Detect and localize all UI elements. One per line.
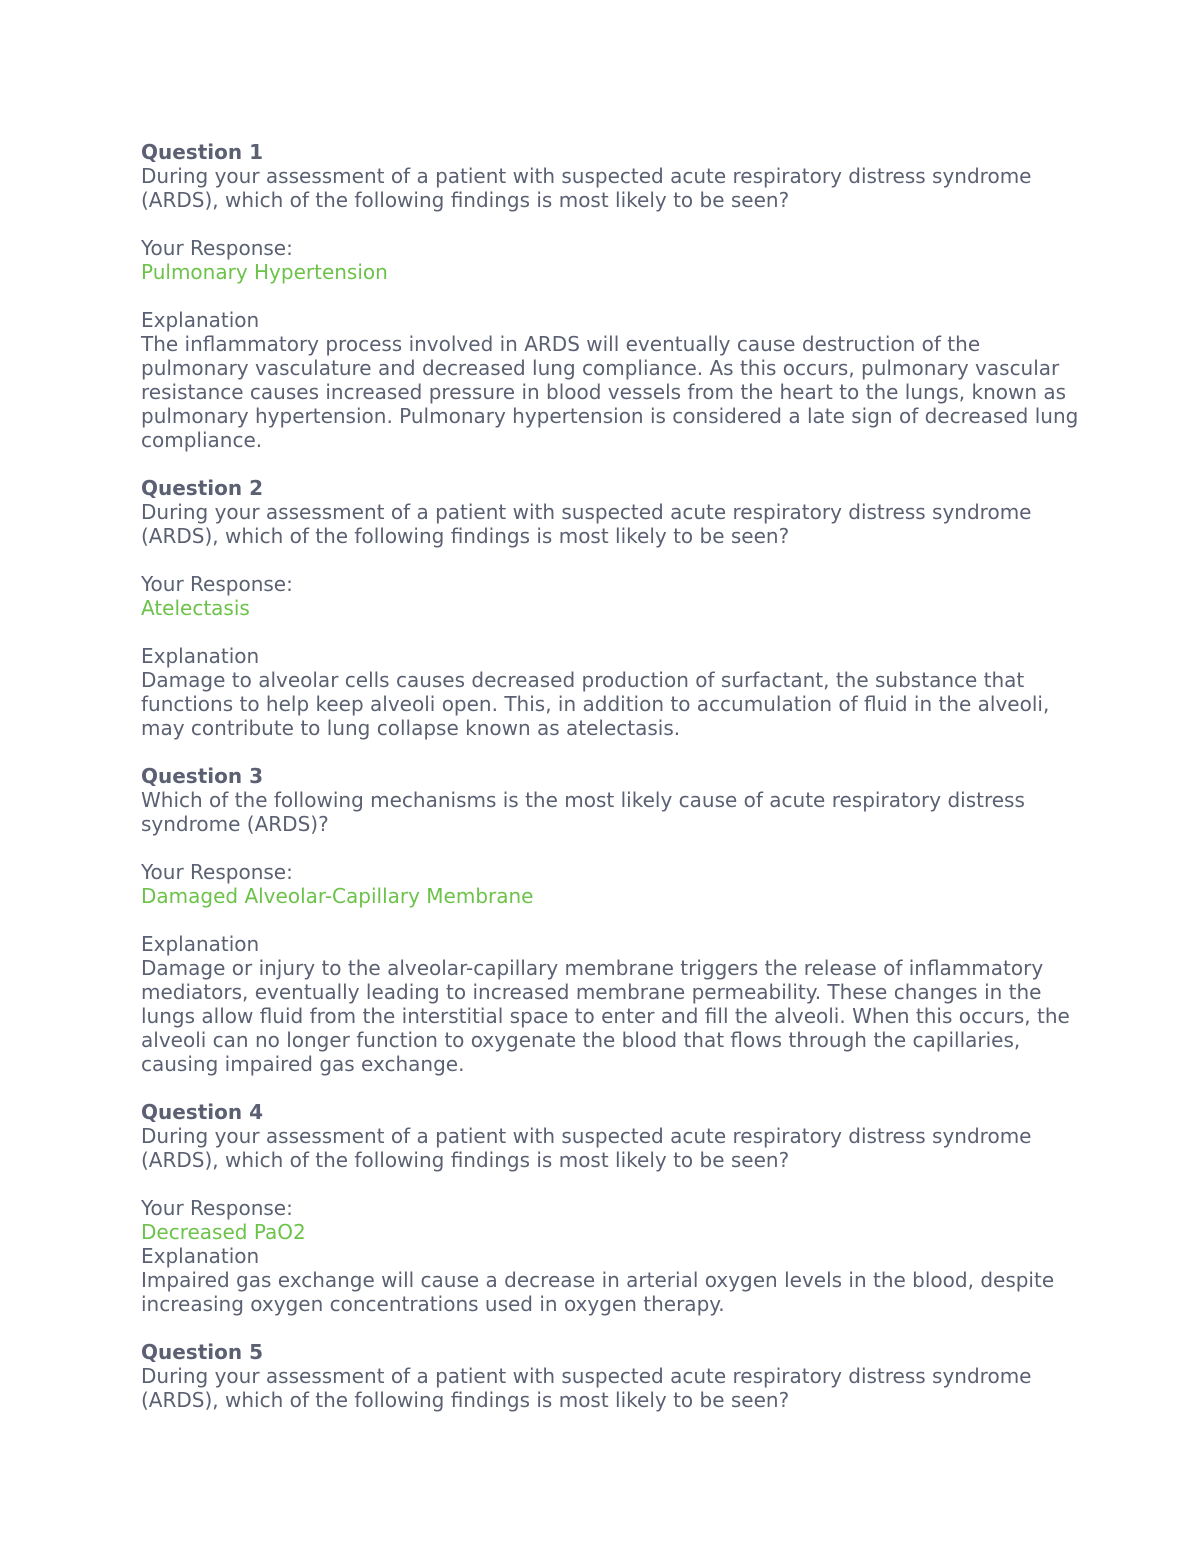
question-block-3 xyxy=(141,764,1081,1100)
question-text: During your assessment of a patient with suspected acute respiratory distress syndrome (ARDS), which of the following findings is most likely to be seen? xyxy=(141,1364,1032,1412)
explanation-label: Explanation xyxy=(141,308,260,332)
spacer xyxy=(141,548,1081,572)
spacer xyxy=(141,1172,1081,1196)
response-value: Damaged Alveolar-Capillary Membrane xyxy=(141,884,534,908)
question-block-4 xyxy=(141,1100,1081,1340)
explanation-label: Explanation xyxy=(141,932,260,956)
explanation-text: Damage to alveolar cells causes decreased production of surfactant, the substance that functions to help keep alveoli open. This, in addition to accumulation of fluid in the alveoli, may contribute to lung collapse known as atelectasis. xyxy=(141,668,1050,740)
response-label: Your Response: xyxy=(141,572,293,596)
question-block-2 xyxy=(141,476,1081,764)
response-value: Decreased PaO2 xyxy=(141,1220,306,1244)
response-value: Pulmonary Hypertension xyxy=(141,260,388,284)
spacer xyxy=(141,1076,1081,1100)
question-title: Question 4 xyxy=(141,1100,263,1124)
question-text: Which of the following mechanisms is the most likely cause of acute respiratory distress syndrome (ARDS)? xyxy=(141,788,1025,836)
explanation-label: Explanation xyxy=(141,644,260,668)
spacer xyxy=(141,212,1081,236)
document-page xyxy=(141,140,1081,1412)
explanation-text: The inflammatory process involved in ARDS will eventually cause destruction of the pulmonary vasculature and decreased lung compliance. As this occurs, pulmonary vascular resistance causes increased pressure in blood vessels from the heart to the lungs, known as pulmonary hypertension. Pulmonary hypertension is considered a late sign of decreased lung compliance. xyxy=(141,332,1079,452)
response-label: Your Response: xyxy=(141,236,293,260)
spacer xyxy=(141,452,1081,476)
explanation-label: Explanation xyxy=(141,1244,260,1268)
question-text: During your assessment of a patient with suspected acute respiratory distress syndrome (ARDS), which of the following findings is most likely to be seen? xyxy=(141,164,1032,212)
spacer xyxy=(141,620,1081,644)
question-title: Question 1 xyxy=(141,140,263,164)
response-label: Your Response: xyxy=(141,1196,293,1220)
question-block-5 xyxy=(141,1340,1081,1412)
spacer xyxy=(141,1316,1081,1340)
question-text: During your assessment of a patient with suspected acute respiratory distress syndrome (ARDS), which of the following findings is most likely to be seen? xyxy=(141,1124,1032,1172)
response-label: Your Response: xyxy=(141,860,293,884)
question-text: During your assessment of a patient with suspected acute respiratory distress syndrome (ARDS), which of the following findings is most likely to be seen? xyxy=(141,500,1032,548)
question-block-1 xyxy=(141,140,1081,476)
spacer xyxy=(141,740,1081,764)
spacer xyxy=(141,836,1081,860)
explanation-text: Damage or injury to the alveolar-capillary membrane triggers the release of inflammatory mediators, eventually leading to increased membrane permeability. These changes in the lungs allow fluid from the interstitial space to enter and fill the alveoli. When this occurs, the alveoli can no longer function to oxygenate the blood that flows through the capillaries, causing impaired gas exchange. xyxy=(141,956,1070,1076)
response-value: Atelectasis xyxy=(141,596,250,620)
spacer xyxy=(141,908,1081,932)
question-title: Question 3 xyxy=(141,764,263,788)
question-title: Question 2 xyxy=(141,476,263,500)
spacer xyxy=(141,284,1081,308)
question-title: Question 5 xyxy=(141,1340,263,1364)
explanation-text: Impaired gas exchange will cause a decrease in arterial oxygen levels in the blood, despite increasing oxygen concentrations used in oxygen therapy. xyxy=(141,1268,1055,1316)
